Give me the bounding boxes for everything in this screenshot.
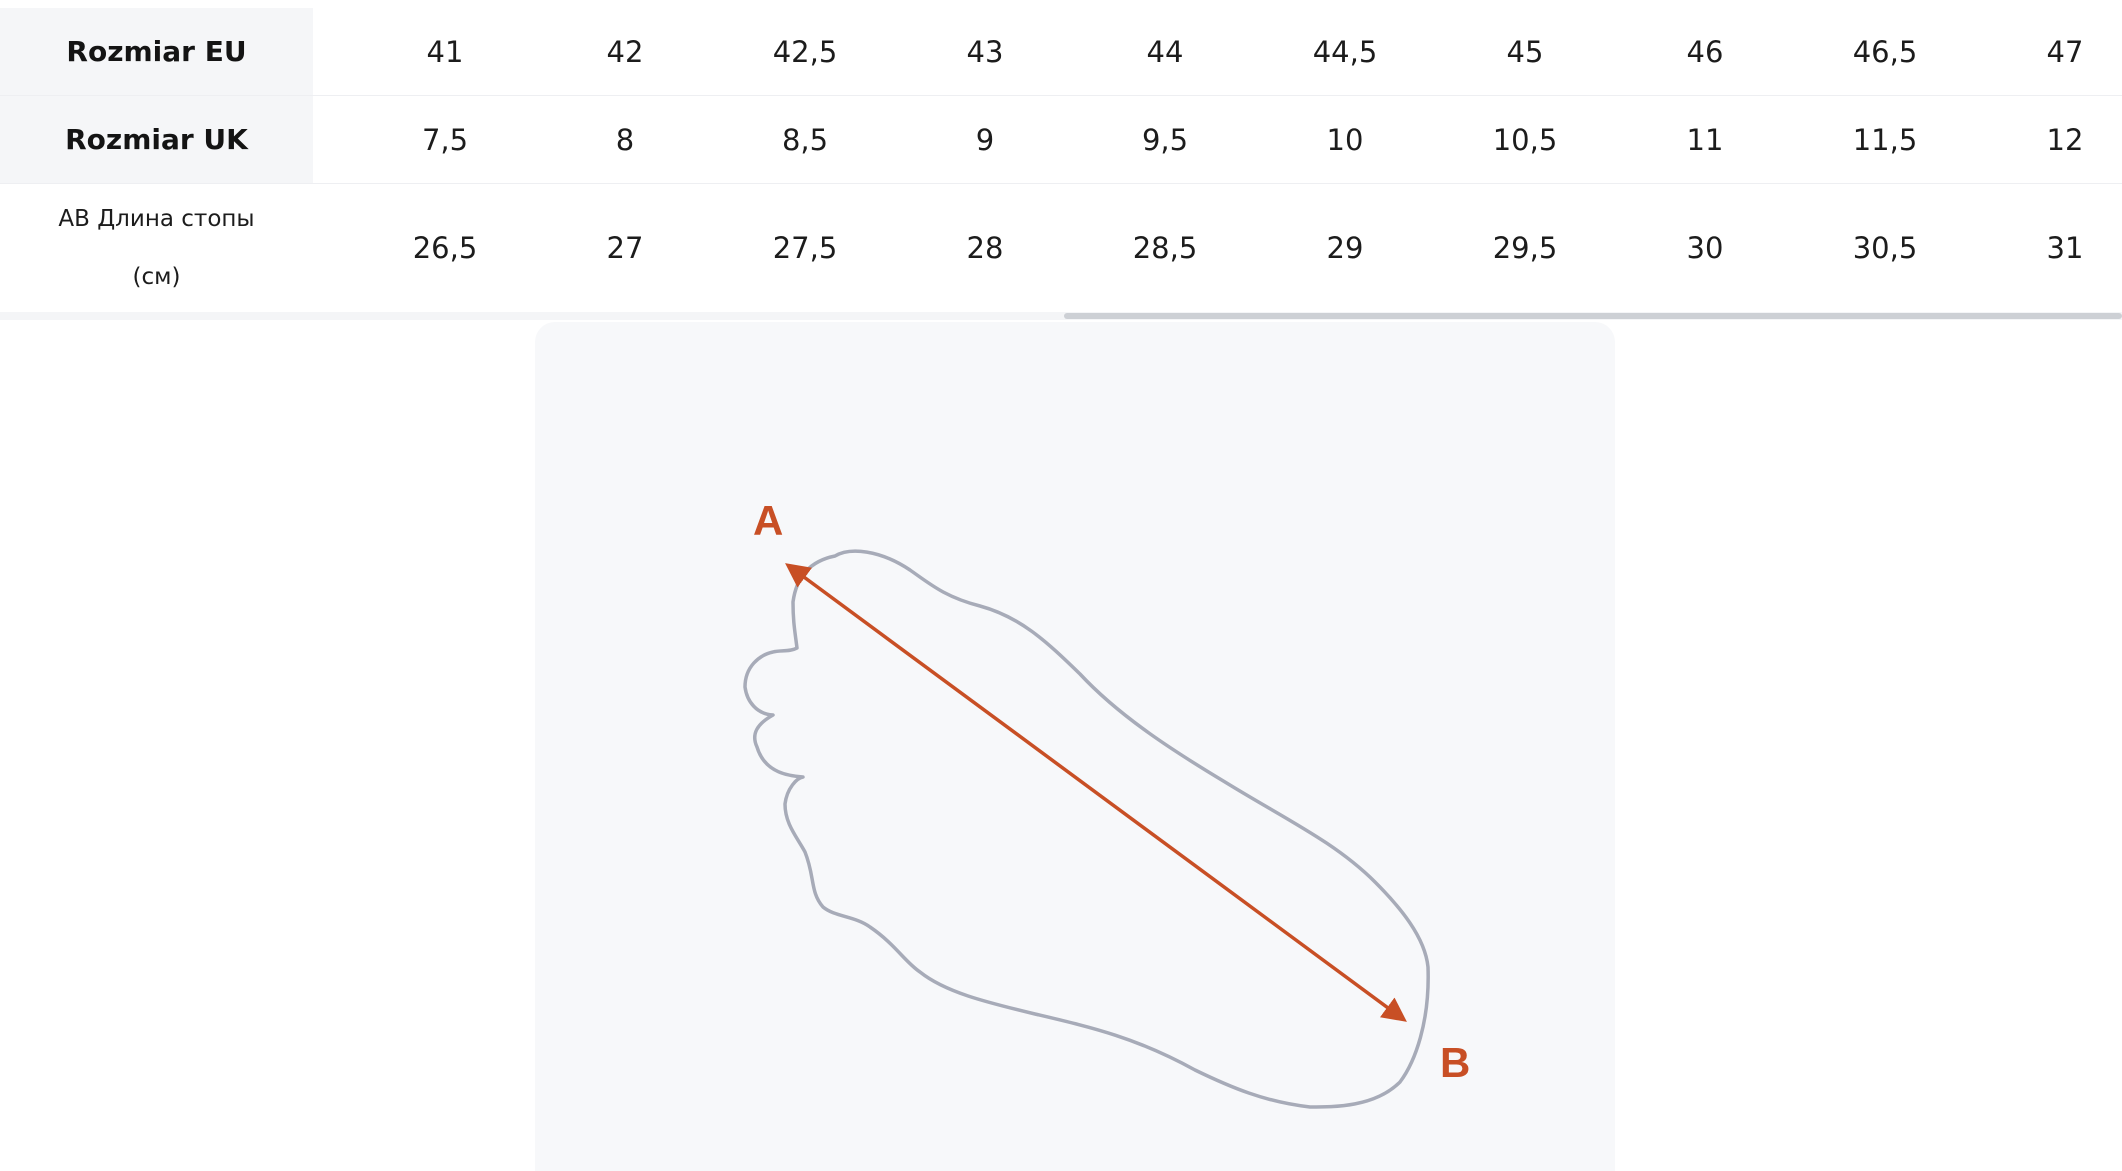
table-cell: 12 <box>2046 122 2084 157</box>
table-cell: 41 <box>426 34 464 69</box>
table-cell: 7,5 <box>421 122 469 157</box>
foot-diagram-svg <box>535 322 1615 1171</box>
table-row-uk <box>0 96 2122 184</box>
table-cell: 10,5 <box>1492 122 1558 157</box>
table-cell: 46 <box>1686 34 1724 69</box>
table-cell: 45 <box>1506 34 1544 69</box>
table-cell: 9,5 <box>1141 122 1189 157</box>
table-cell: 42,5 <box>772 34 838 69</box>
table-cell: 43 <box>966 34 1004 69</box>
table-row-eu <box>0 8 2122 96</box>
table-cell: 44,5 <box>1312 34 1378 69</box>
size-table <box>0 0 2122 320</box>
row-label-foot-length <box>0 184 313 312</box>
table-cell: 27,5 <box>772 231 838 265</box>
table-cell: 30,5 <box>1852 231 1918 265</box>
table-cell: 30 <box>1686 231 1724 265</box>
table-cell: 9 <box>975 122 995 157</box>
table-cell: 46,5 <box>1852 34 1918 69</box>
point-b-label: B <box>1440 1039 1471 1086</box>
table-cell: 8,5 <box>781 122 829 157</box>
table-cell: 47 <box>2046 34 2084 69</box>
horizontal-scrollbar-thumb[interactable] <box>1064 313 2122 319</box>
table-cell: 27 <box>606 231 644 265</box>
table-cell: 28,5 <box>1132 231 1198 265</box>
table-cell: 10 <box>1326 122 1364 157</box>
table-cell: 29,5 <box>1492 231 1558 265</box>
table-cell: 31 <box>2046 231 2084 265</box>
row-label-eu: Rozmiar EU <box>0 8 313 95</box>
table-cell: 26,5 <box>412 231 478 265</box>
row-label-foot-length-line1: AB Длина стопы <box>58 206 255 232</box>
point-a-label: A <box>753 497 784 544</box>
table-cell: 11,5 <box>1852 122 1918 157</box>
table-cell: 44 <box>1146 34 1184 69</box>
row-label-foot-length-line2: (см) <box>132 264 181 290</box>
foot-outline <box>745 551 1428 1107</box>
measurement-arrow-icon <box>789 566 1403 1019</box>
table-cell: 42 <box>606 34 644 69</box>
foot-measurement-diagram <box>535 322 1615 1171</box>
row-label-uk: Rozmiar UK <box>0 96 313 183</box>
table-row-foot-length <box>0 184 2122 312</box>
table-cell: 8 <box>615 122 635 157</box>
table-cell: 28 <box>966 231 1004 265</box>
table-cell: 11 <box>1686 122 1724 157</box>
table-cell: 29 <box>1326 231 1364 265</box>
